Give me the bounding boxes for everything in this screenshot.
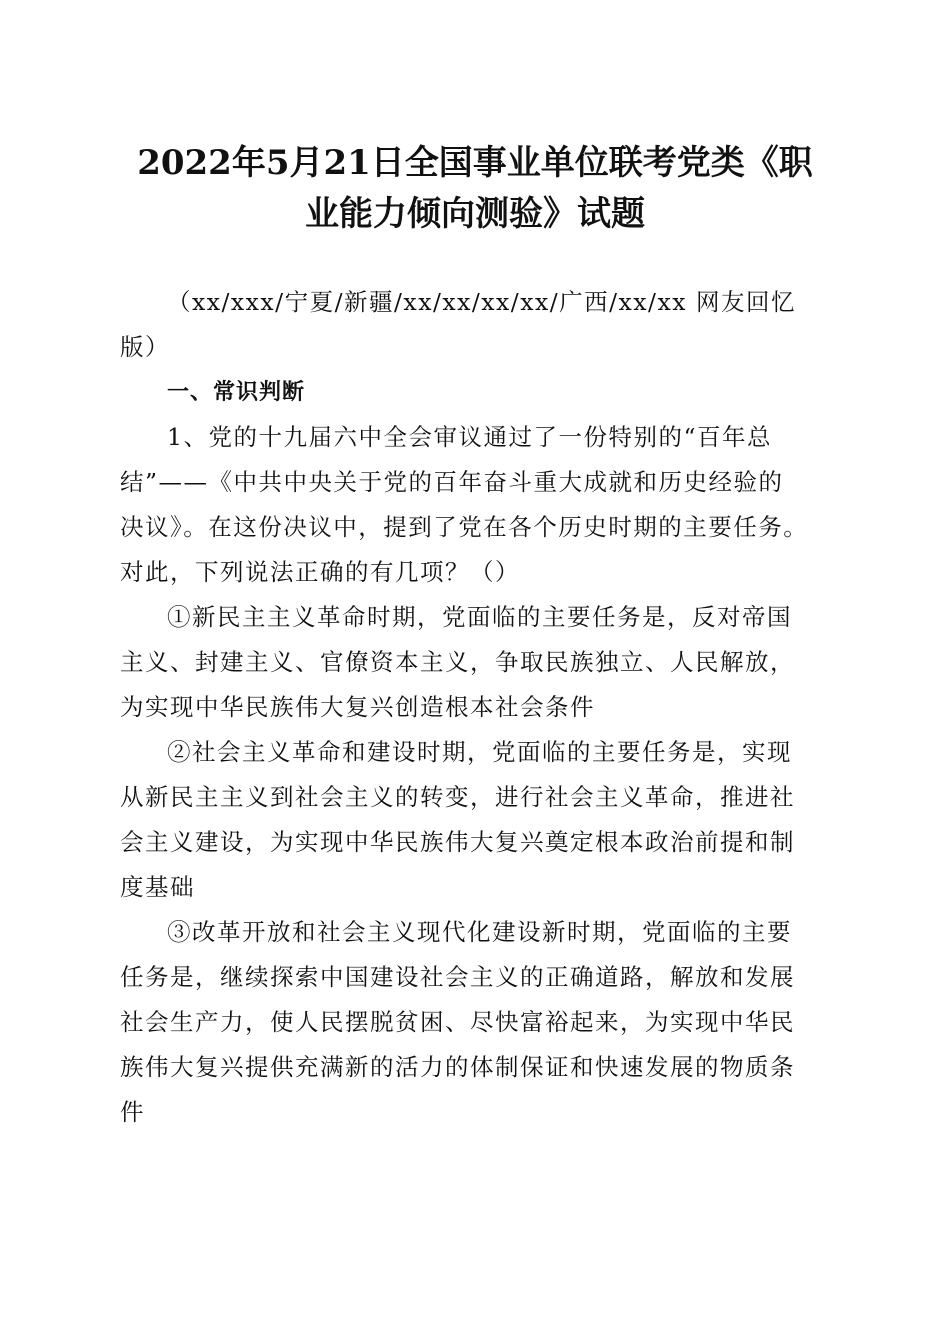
question-line: 1、党的十九届六中全会审议通过了一份特别的“百年总: [167, 423, 772, 451]
option-line: 任务是，继续探索中国建设社会主义的正确道路，解放和发展: [120, 963, 795, 991]
question-line: 对此，下列说法正确的有几项？（）: [120, 558, 520, 586]
source-note: [120, 280, 832, 370]
option-1: [120, 595, 832, 730]
option-line: ①新民主主义革命时期，党面临的主要任务是，反对帝国: [167, 603, 792, 631]
option-line: 度基础: [120, 873, 195, 901]
option-line: 件: [120, 1098, 145, 1126]
question-line: 结”——《中共中央关于党的百年奋斗重大成就和历史经验的: [120, 468, 784, 496]
option-line: 主义、封建主义、官僚资本主义，争取民族独立、人民解放，: [120, 648, 795, 676]
option-line: 会主义建设，为实现中华民族伟大复兴奠定根本政治前提和制: [120, 828, 795, 856]
source-note-line-2: 版）: [120, 333, 170, 361]
option-line: 族伟大复兴提供充满新的活力的体制保证和快速发展的物质条: [120, 1053, 795, 1081]
option-line: ②社会主义革命和建设时期，党面临的主要任务是，实现: [167, 738, 792, 766]
question-1: [120, 415, 832, 595]
source-note-line-1: （xx/xxx/宁夏/新疆/xx/xx/xx/xx/广西/xx/xx 网友回忆: [167, 288, 796, 316]
document-body: [120, 280, 832, 1135]
option-line: 社会生产力，使人民摆脱贫困、尽快富裕起来，为实现中华民: [120, 1008, 795, 1036]
option-2: [120, 730, 832, 910]
option-line: ③改革开放和社会主义现代化建设新时期，党面临的主要: [167, 918, 792, 946]
option-line: 为实现中华民族伟大复兴创造根本社会条件: [120, 693, 595, 721]
title-line-2: 业能力倾向测验》试题: [305, 194, 645, 234]
section-heading: 一、常识判断: [167, 380, 306, 405]
option-line: 从新民主主义到社会主义的转变，进行社会主义革命，推进社: [120, 783, 795, 811]
document-title: [100, 138, 850, 240]
question-line: 决议》。在这份决议中，提到了党在各个历史时期的主要任务。: [120, 513, 809, 541]
option-3: [120, 910, 832, 1135]
title-line-1: 2022年5月21日全国事业单位联考党类《职: [137, 143, 813, 183]
